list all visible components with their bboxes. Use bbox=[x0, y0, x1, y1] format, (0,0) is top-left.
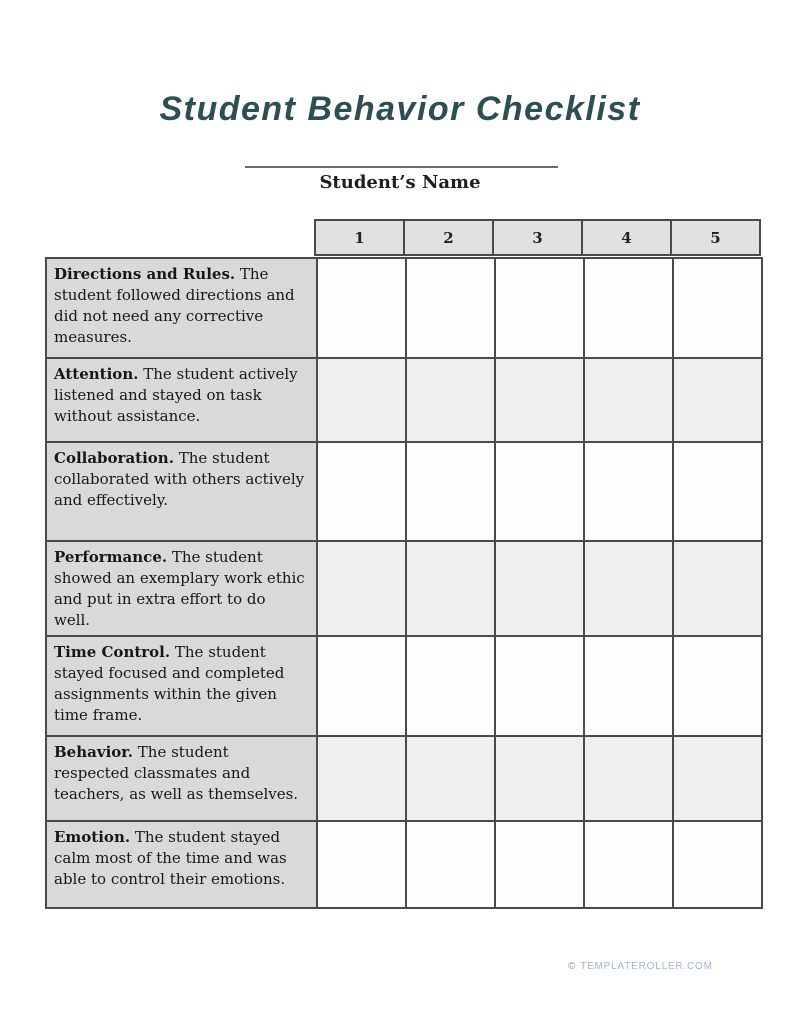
behavior-checklist-table bbox=[45, 257, 763, 909]
row-label-time-control bbox=[46, 636, 317, 736]
row-label-emotion bbox=[46, 821, 317, 908]
row-description: The student showed an exemplary work ethic and put in extra effort to do well. bbox=[54, 548, 305, 629]
score-cell[interactable] bbox=[317, 258, 406, 358]
score-cell[interactable] bbox=[495, 736, 584, 821]
rating-column-header-5: 5 bbox=[670, 219, 761, 256]
row-description: The student respected classmates and teachers, as well as themselves. bbox=[54, 743, 299, 803]
score-cell[interactable] bbox=[495, 541, 584, 636]
copyright-icon: © bbox=[568, 961, 577, 972]
row-category: Collaboration. bbox=[54, 449, 174, 467]
row-label-directions-and-rules bbox=[46, 258, 317, 358]
templateroller-link[interactable]: TEMPLATEROLLER.COM bbox=[580, 961, 713, 972]
score-cell[interactable] bbox=[317, 541, 406, 636]
row-description: The student followed directions and did not need any corrective measures. bbox=[54, 265, 295, 346]
score-cell[interactable] bbox=[317, 821, 406, 908]
score-cell[interactable] bbox=[406, 636, 495, 736]
row-category: Performance. bbox=[54, 548, 168, 566]
score-cell[interactable] bbox=[317, 636, 406, 736]
table-row bbox=[46, 541, 762, 636]
table-row bbox=[46, 636, 762, 736]
row-label-behavior bbox=[46, 736, 317, 821]
student-name-line[interactable] bbox=[245, 166, 558, 168]
score-cell[interactable] bbox=[406, 358, 495, 442]
row-label-collaboration bbox=[46, 442, 317, 541]
score-cell[interactable] bbox=[584, 736, 673, 821]
row-category: Directions and Rules. bbox=[54, 265, 236, 283]
score-cell[interactable] bbox=[406, 541, 495, 636]
rating-column-header-1: 1 bbox=[314, 219, 405, 256]
student-name-label: Student’s Name bbox=[319, 172, 481, 193]
score-cell[interactable] bbox=[673, 258, 762, 358]
row-label-performance bbox=[46, 541, 317, 636]
score-cell[interactable] bbox=[673, 541, 762, 636]
score-cell[interactable] bbox=[317, 736, 406, 821]
score-cell[interactable] bbox=[495, 258, 584, 358]
score-cell[interactable] bbox=[673, 736, 762, 821]
score-cell[interactable] bbox=[495, 821, 584, 908]
score-cell[interactable] bbox=[495, 442, 584, 541]
rating-column-header-2: 2 bbox=[403, 219, 494, 256]
table-row bbox=[46, 736, 762, 821]
score-cell[interactable] bbox=[406, 442, 495, 541]
rating-column-header-3: 3 bbox=[492, 219, 583, 256]
score-cell[interactable] bbox=[584, 636, 673, 736]
score-cell[interactable] bbox=[317, 358, 406, 442]
score-cell[interactable] bbox=[406, 258, 495, 358]
row-description: The student stayed focused and completed assignments within the given time frame. bbox=[54, 643, 285, 724]
table-row bbox=[46, 358, 762, 442]
score-cell[interactable] bbox=[584, 258, 673, 358]
row-description: The student collaborated with others actively and effectively. bbox=[54, 449, 305, 509]
score-cell[interactable] bbox=[673, 358, 762, 442]
watermark bbox=[568, 961, 713, 972]
table-row bbox=[46, 442, 762, 541]
rating-column-header-4: 4 bbox=[581, 219, 672, 256]
score-cell[interactable] bbox=[673, 821, 762, 908]
score-cell[interactable] bbox=[584, 442, 673, 541]
score-cell[interactable] bbox=[584, 358, 673, 442]
score-cell[interactable] bbox=[584, 821, 673, 908]
row-label-attention bbox=[46, 358, 317, 442]
row-description: The student stayed calm most of the time and was able to control their emotions. bbox=[54, 828, 287, 888]
rating-scale-header bbox=[314, 219, 761, 256]
score-cell[interactable] bbox=[495, 358, 584, 442]
row-category: Attention. bbox=[54, 365, 139, 383]
score-cell[interactable] bbox=[584, 541, 673, 636]
score-cell[interactable] bbox=[495, 636, 584, 736]
row-category: Emotion. bbox=[54, 828, 131, 846]
score-cell[interactable] bbox=[673, 442, 762, 541]
score-cell[interactable] bbox=[406, 821, 495, 908]
page-title: Student Behavior Checklist bbox=[159, 90, 641, 128]
score-cell[interactable] bbox=[673, 636, 762, 736]
row-description: The student actively listened and stayed on task without assistance. bbox=[54, 365, 298, 425]
score-cell[interactable] bbox=[406, 736, 495, 821]
table-row bbox=[46, 821, 762, 908]
table-row bbox=[46, 258, 762, 358]
row-category: Behavior. bbox=[54, 743, 134, 761]
score-cell[interactable] bbox=[317, 442, 406, 541]
row-category: Time Control. bbox=[54, 643, 171, 661]
